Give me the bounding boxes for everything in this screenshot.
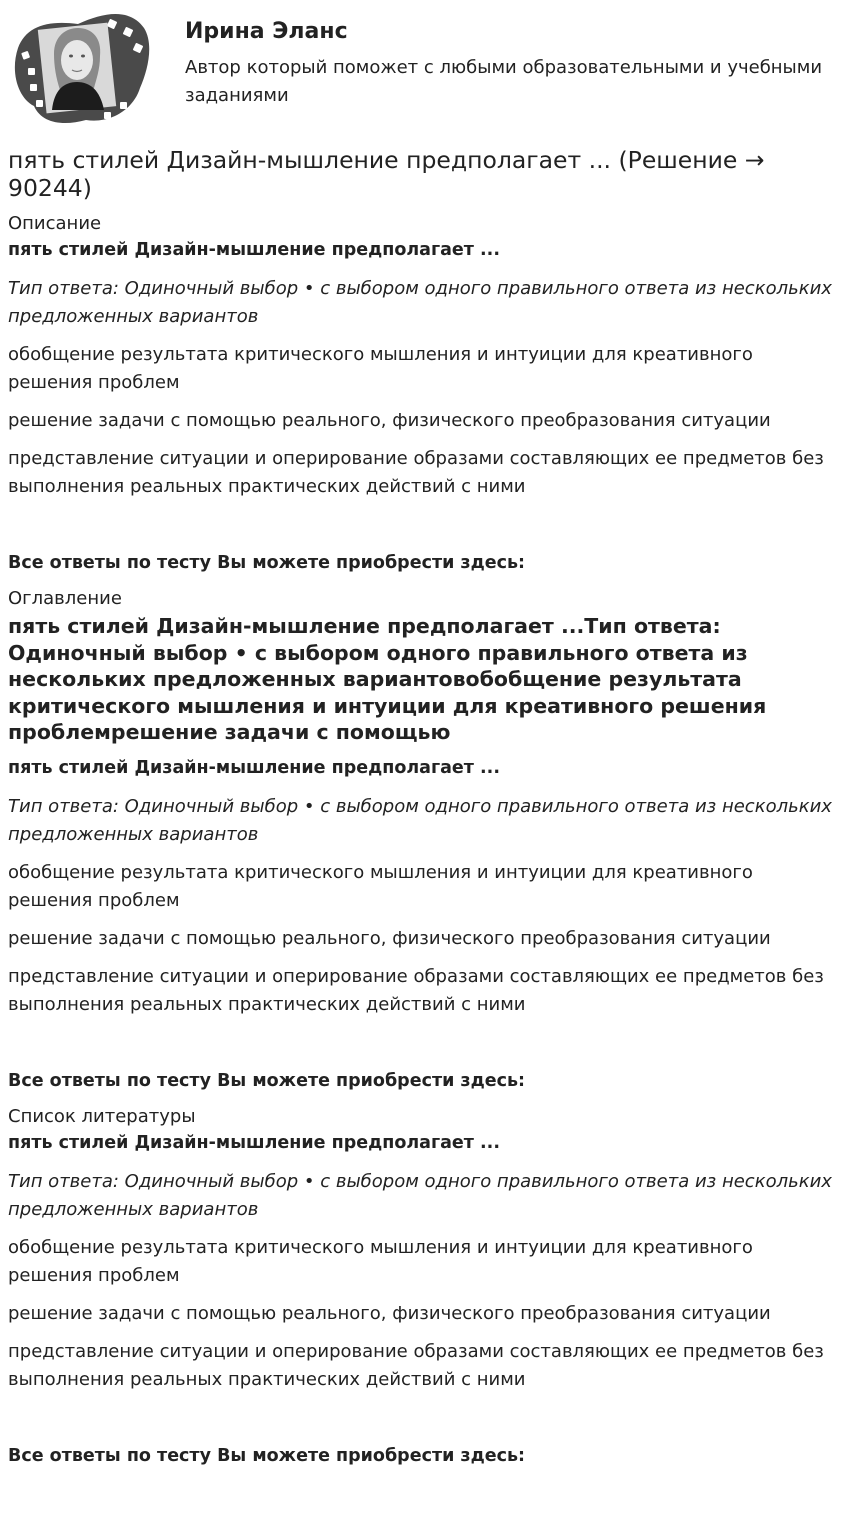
question-text: пять стилей Дизайн-мышление предполагает ...: [8, 240, 500, 260]
section-label: Описание: [8, 213, 102, 234]
answer-type: Тип ответа: Одиночный выбор • с выбором одного правильного ответа из нескольких предложенных вариантов: [8, 795, 832, 845]
question-text: пять стилей Дизайн-мышление предполагает ...: [8, 1132, 500, 1153]
answer-option: решение задачи с помощью реального, физического преобразования ситуации: [8, 1302, 771, 1324]
buy-answers-text: Все ответы по тесту Вы можете приобрести здесь:: [8, 1070, 526, 1091]
answer-type: Тип ответа: Одиночный выбор • с выбором одного правильного ответа из нескольких предложенных вариантов: [8, 278, 832, 327]
answer-option: представление ситуации и оперирование образами составляющих ее предметов без выполнения реальных практических действий с ними: [8, 448, 824, 497]
buy-answers-text: Все ответы по тесту Вы можете приобрести здесь:: [8, 553, 526, 573]
section-label: Список литературы: [8, 1105, 196, 1127]
buy-answers-text: Все ответы по тесту Вы можете приобрести здесь:: [8, 1445, 526, 1466]
answer-option: обобщение результата критического мышления и интуиции для креативного решения проблем: [8, 344, 753, 393]
page-title: пять стилей Дизайн-мышление предполагает ... (Решение → 90244): [8, 146, 765, 202]
answer-option: обобщение результата критического мышления и интуиции для креативного решения проблем: [8, 861, 753, 911]
answer-option: представление ситуации и оперирование образами составляющих ее предметов без выполнения реальных практических действий с ними: [8, 965, 824, 1015]
question-text: пять стилей Дизайн-мышление предполагает ...: [8, 757, 500, 778]
answer-type: Тип ответа: Одиночный выбор • с выбором одного правильного ответа из нескольких предложенных вариантов: [8, 1170, 832, 1220]
answer-option: обобщение результата критического мышления и интуиции для креативного решения проблем: [8, 1236, 753, 1286]
bibliography-section: [8, 1105, 839, 1470]
toc-section: [8, 587, 839, 1095]
main-content: [8, 146, 839, 1484]
section-label: Оглавление: [8, 588, 122, 609]
author-description: Автор который поможет с любыми образовательными и учебными заданиями: [185, 57, 823, 106]
author-card: [8, 6, 839, 128]
description-section: [8, 212, 839, 577]
toc-heading: пять стилей Дизайн-мышление предполагает ...Тип ответа: Одиночный выбор • с выбором одного правильного ответа из нескольких предложенных вариантовобобщение результата критического мышления и интуиции для креативного решения проблемрешение задачи с помощью: [8, 614, 767, 744]
answer-option: решение задачи с помощью реального, физического преобразования ситуации: [8, 410, 771, 431]
answer-option: представление ситуации и оперирование образами составляющих ее предметов без выполнения реальных практических действий с ними: [8, 1340, 824, 1390]
author-avatar: [8, 6, 153, 128]
answer-option: решение задачи с помощью реального, физического преобразования ситуации: [8, 927, 771, 949]
author-name: Ирина Эланс: [185, 19, 348, 44]
